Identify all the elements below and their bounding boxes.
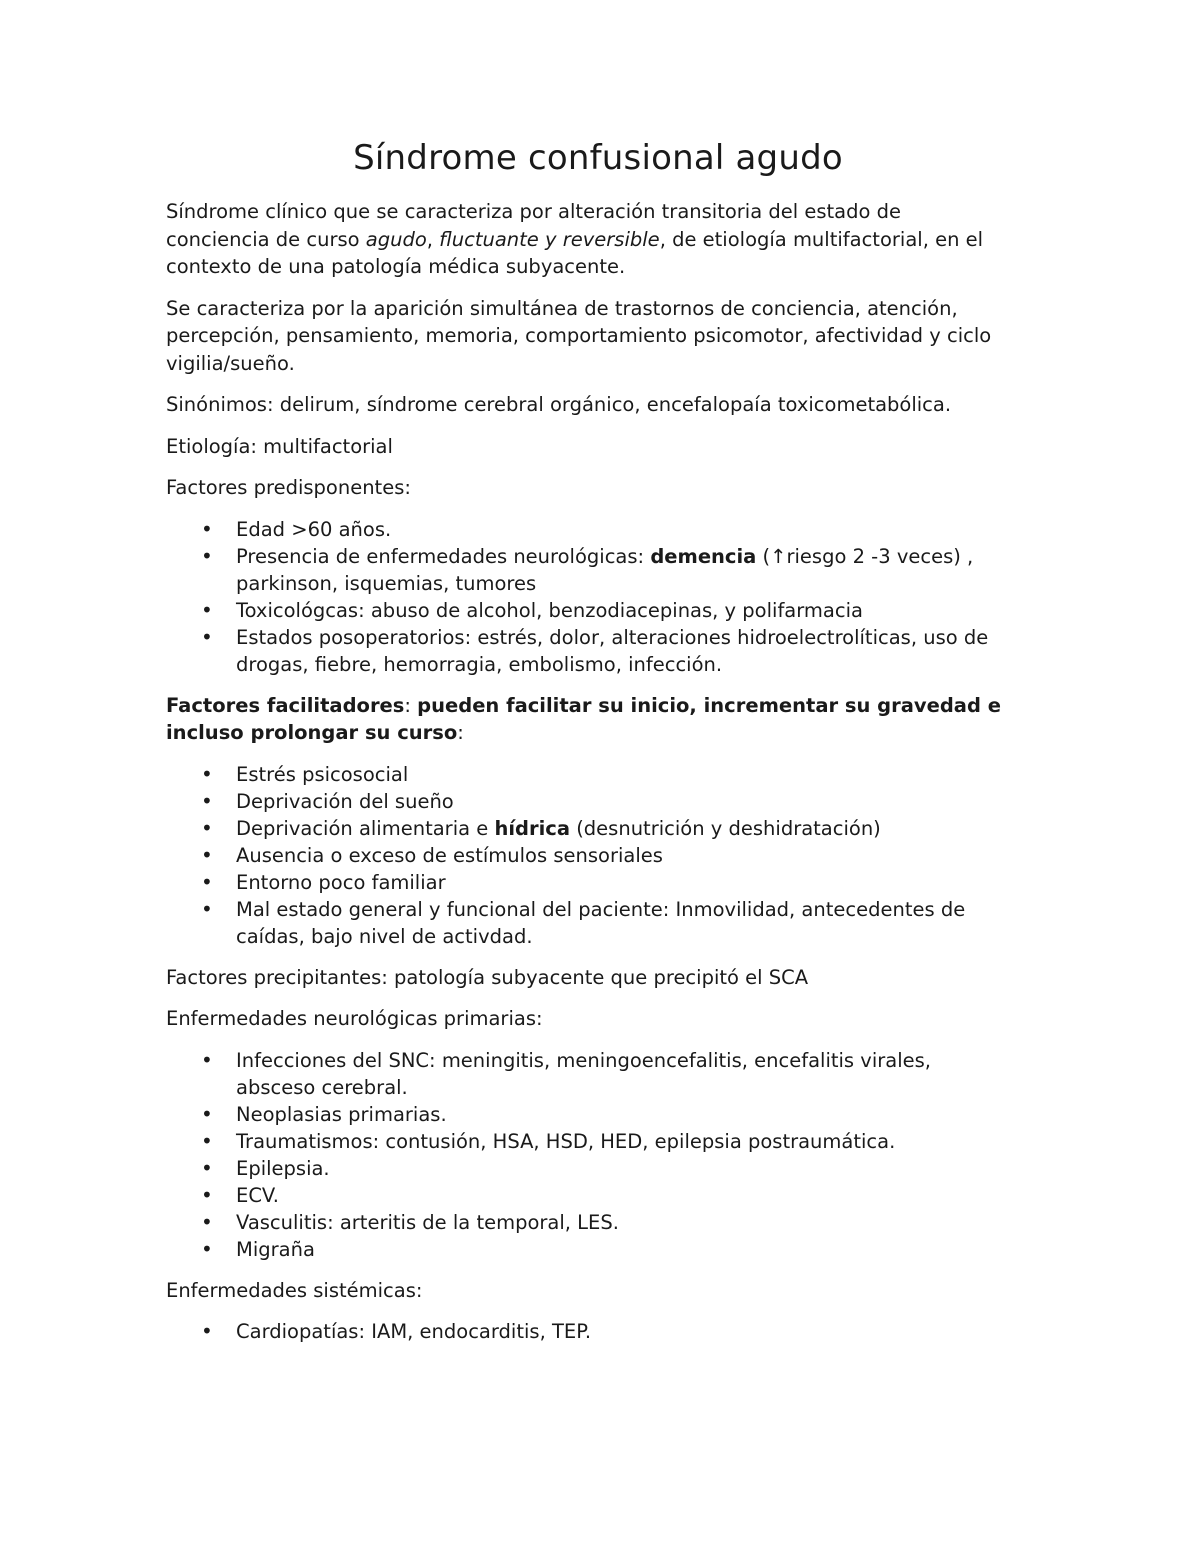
sinonimos-paragraph: Sinónimos: delirum, síndrome cerebral orgánico, encefalopaía toxicometabólica. (166, 393, 952, 416)
definition-text-end: , de etiología multifactorial, en el contexto de una patología médica subyacente. (166, 227, 984, 278)
list-item: • Infecciones del SNC: meningitis, meningoencefalitis, encefalitis virales, absceso cerebral. (236, 1047, 1010, 1101)
list-item: • Neoplasias primarias. (236, 1101, 1010, 1128)
list-item: • Traumatismos: contusión, HSA, HSD, HED, epilepsia postraumática. (236, 1128, 1010, 1155)
list-item: • ECV. (236, 1182, 1010, 1209)
facilitadores-list (166, 761, 1010, 950)
predisponentes-heading: Factores predisponentes: (166, 476, 411, 499)
list-item-text: (desnutrición y deshidratación) (570, 816, 881, 840)
definition-fluctuante: fluctuante y reversible (439, 227, 660, 251)
list-item: • Migraña (236, 1236, 1010, 1263)
list-item-text: Presencia de enfermedades neurológicas: (236, 544, 651, 568)
list-item: • Estrés psicosocial (236, 761, 1010, 788)
list-item: • Toxicológcas: abuso de alcohol, benzodiacepinas, y polifarmacia (236, 597, 1010, 624)
list-item: • Estados posoperatorios: estrés, dolor, alteraciones hidroelectrolíticas, uso de drogas, fiebre, hemorragia, embolismo, infección. (236, 624, 1010, 678)
etiologia-paragraph: Etiología: multifactorial (166, 434, 393, 458)
caracteriza-paragraph: Se caracteriza por la aparición simultánea de trastornos de conciencia, atención, percepción, pensamiento, memoria, comportamiento psicomotor, afectividad y ciclo vigilia/sueño. (166, 296, 992, 375)
definition-comma: , (426, 227, 440, 251)
list-item-bold: hídrica (494, 816, 570, 840)
list-item: • Ausencia o exceso de estímulos sensoriales (236, 842, 1010, 869)
predisponentes-list (166, 516, 1010, 678)
definition-agudo: agudo (365, 227, 427, 251)
heading-end: : (457, 721, 464, 744)
list-item: • Mal estado general y funcional del paciente: Inmovilidad, antecedentes de caídas, bajo nivel de activdad. (236, 896, 1010, 950)
neurologicas-heading: Enfermedades neurológicas primarias: (166, 1007, 543, 1030)
list-item-text: (↑riesgo 2 -3 veces) , parkinson, isquemias, tumores (236, 544, 974, 595)
list-item (236, 815, 1010, 842)
list-item: • Vasculitis: arteritis de la temporal, LES. (236, 1209, 1010, 1236)
list-item: • Cardiopatías: IAM, endocarditis, TEP. (236, 1318, 1010, 1345)
neurologicas-list (166, 1047, 1010, 1263)
heading-bold: pueden facilitar su inicio, incrementar su gravedad e incluso prolongar su curso (166, 693, 1001, 744)
list-item: • Edad >60 años. (236, 516, 1010, 543)
page-title: Síndrome confusional agudo (353, 138, 843, 178)
list-item-bold: demencia (650, 544, 757, 568)
list-item: • Epilepsia. (236, 1155, 1010, 1182)
list-item: • Deprivación del sueño (236, 788, 1010, 815)
facilitadores-heading (166, 692, 1010, 747)
definition-text: Síndrome clínico que se caracteriza por alteración transitoria del estado de conciencia de curso (166, 200, 901, 251)
heading-colon: : (404, 693, 418, 717)
list-item: • Entorno poco familiar (236, 869, 1010, 896)
sistemicas-heading: Enfermedades sistémicas: (166, 1278, 423, 1302)
list-item-text: Deprivación alimentaria e (236, 816, 495, 840)
heading-bold: Factores facilitadores (166, 693, 405, 717)
definition-paragraph (166, 198, 1010, 281)
precipitantes-paragraph: Factores precipitantes: patología subyacente que precipitó el SCA (166, 965, 809, 989)
list-item (236, 543, 1010, 597)
sistemicas-list (166, 1318, 1010, 1345)
